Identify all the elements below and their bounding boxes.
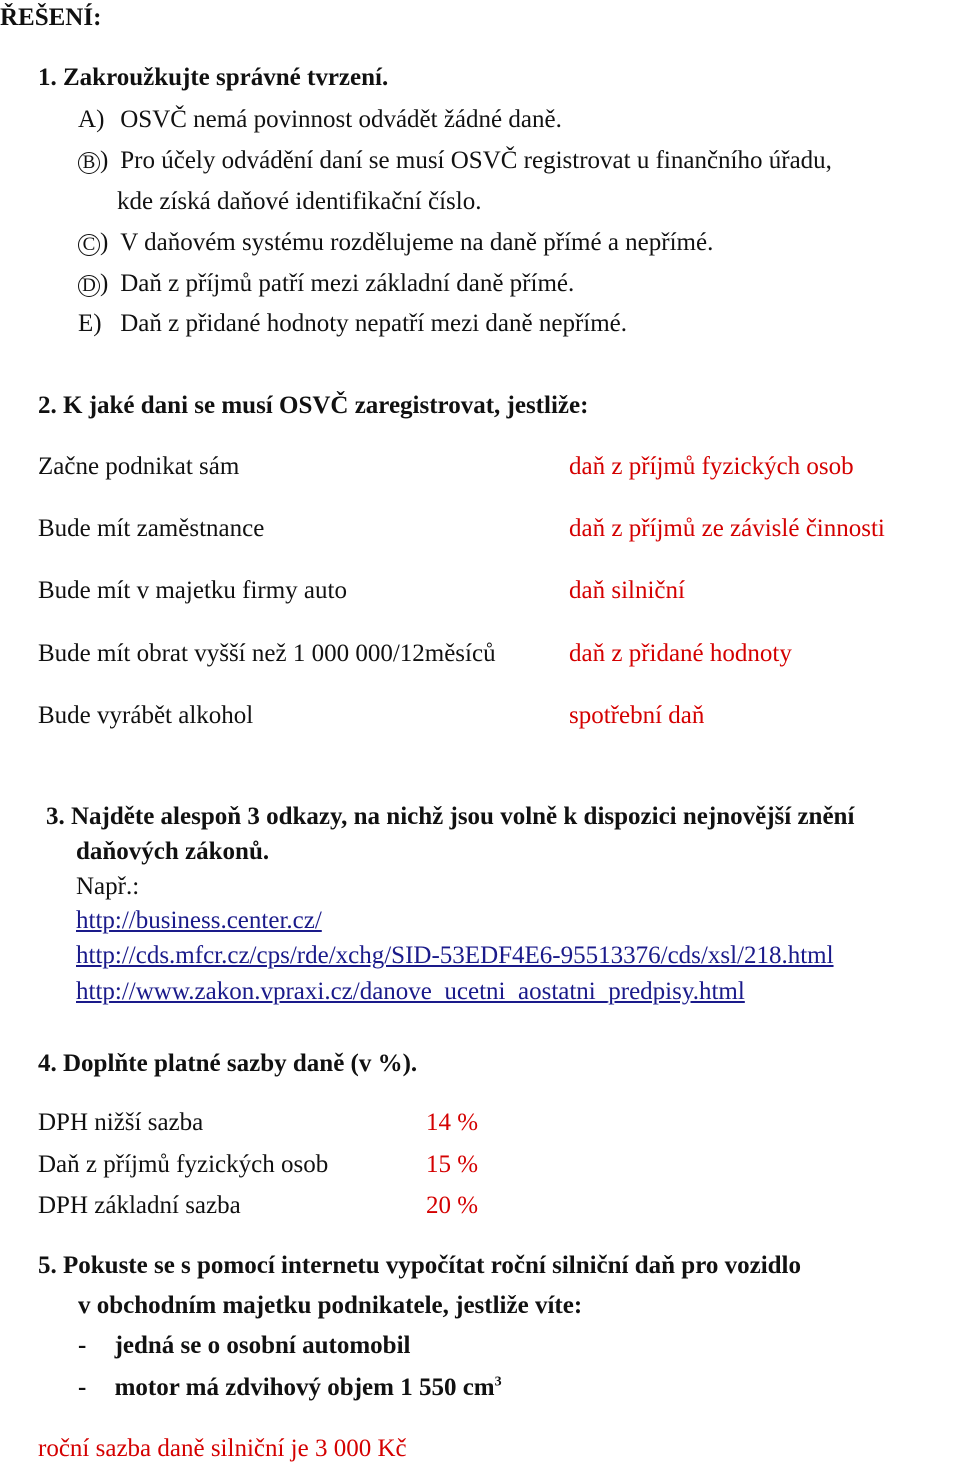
q1-option-d: D ) Daň z příjmů patří mezi základní daně přímé.: [78, 270, 574, 298]
q2-condition: Bude mít obrat vyšší než 1 000 000/12měsíců: [38, 640, 496, 667]
q1-option-b-continuation: kde získá daňové identifikační číslo.: [117, 188, 482, 215]
q2-answer: daň silniční: [569, 577, 685, 604]
q4-number: 4.: [38, 1050, 57, 1077]
q3-number: 3.: [46, 803, 65, 830]
option-text: Daň z příjmů patří mezi základní daně přímé.: [120, 270, 575, 297]
q1-number: 1.: [38, 64, 57, 91]
circle-mark-icon: B: [78, 152, 100, 174]
q4-rate-label: DPH nižší sazba: [38, 1109, 204, 1136]
page-heading: ŘEŠENÍ:: [0, 4, 102, 31]
q1-title: [38, 64, 388, 92]
q4-rate-label: DPH základní sazba: [38, 1192, 241, 1219]
q1-title-text: Zakroužkujte správné tvrzení.: [63, 64, 389, 91]
option-text: Daň z přidané hodnoty nepatří mezi daně nepřímé.: [120, 310, 628, 337]
q5-bullet: [78, 1374, 502, 1402]
dash-icon: -: [78, 1374, 87, 1401]
circle-mark-icon: C: [78, 234, 100, 256]
q2-condition: Bude mít v majetku firmy auto: [38, 577, 347, 604]
q2-answer: daň z příjmů ze závislé činnosti: [569, 515, 885, 542]
q5-title: [38, 1252, 801, 1280]
q5-answer: roční sazba daně silniční je 3 000 Kč: [38, 1435, 407, 1462]
q1-option-a: A) OSVČ nemá povinnost odvádět žádné daně.: [78, 106, 562, 133]
q5-bullet-text: motor má zdvihový objem 1 550 cm: [114, 1374, 495, 1401]
q2-answer: daň z příjmů fyzických osob: [569, 453, 854, 480]
option-text: Pro účely odvádění daní se musí OSVČ registrovat u finančního úřadu,: [120, 147, 832, 174]
q3-title-line1: Najděte alespoň 3 odkazy, na nichž jsou volně k dispozici nejnovější znění: [71, 803, 855, 830]
q5-title-line1: Pokuste se s pomocí internetu vypočítat roční silniční daň pro vozidlo: [63, 1252, 802, 1279]
q1-option-b: B ) Pro účely odvádění daní se musí OSVČ registrovat u finančního úřadu,: [78, 147, 832, 175]
q4-rate-value: 15 %: [426, 1151, 479, 1178]
q2-condition: Bude mít zaměstnance: [38, 515, 265, 542]
q4-rate-value: 20 %: [426, 1192, 479, 1219]
option-text: OSVČ nemá povinnost odvádět žádné daně.: [120, 106, 562, 133]
link-business-center[interactable]: http://business.center.cz/: [76, 907, 322, 934]
circle-mark-icon: D: [78, 275, 100, 297]
q4-rate-label: Daň z příjmů fyzických osob: [38, 1151, 329, 1178]
q3-example-label: Např.:: [76, 873, 140, 900]
q5-number: 5.: [38, 1252, 57, 1279]
option-letter: A: [78, 106, 97, 133]
q4-rate-value: 14 %: [426, 1109, 479, 1136]
q3-title-line2: daňových zákonů.: [76, 838, 270, 865]
q5-title-line2: v obchodním majetku podnikatele, jestliže víte:: [78, 1292, 583, 1319]
q4-title-text: Doplňte platné sazby daně (v %).: [63, 1050, 418, 1077]
superscript: 3: [494, 1374, 502, 1390]
q2-condition: Začne podnikat sám: [38, 453, 240, 480]
q1-option-e: E) Daň z přidané hodnoty nepatří mezi daně nepřímé.: [78, 310, 628, 337]
q2-number: 2.: [38, 392, 57, 419]
q4-title: [38, 1050, 417, 1078]
q2-title-text: K jaké dani se musí OSVČ zaregistrovat, jestliže:: [63, 392, 589, 419]
link-zakon-vpraxi[interactable]: http://www.zakon.vpraxi.cz/danove_ucetni_aostatni_predpisy.html: [76, 978, 745, 1005]
q1-option-c: C ) V daňovém systému rozdělujeme na daně přímé a nepřímé.: [78, 229, 713, 257]
q2-title: [38, 392, 588, 420]
q2-answer: spotřební daň: [569, 702, 705, 729]
link-cds-mfcr[interactable]: http://cds.mfcr.cz/cps/rde/xchg/SID-53EDF4E6-95513376/cds/xsl/218.html: [76, 942, 834, 969]
option-letter: E: [78, 310, 94, 337]
dash-icon: -: [78, 1332, 87, 1359]
option-text: V daňovém systému rozdělujeme na daně přímé a nepřímé.: [120, 229, 714, 256]
q2-answer: daň z přidané hodnoty: [569, 640, 792, 667]
q5-bullet: [78, 1332, 410, 1360]
q3-title: [46, 803, 854, 831]
q5-bullet-text: jedná se o osobní automobil: [114, 1332, 411, 1359]
q2-condition: Bude vyrábět alkohol: [38, 702, 254, 729]
